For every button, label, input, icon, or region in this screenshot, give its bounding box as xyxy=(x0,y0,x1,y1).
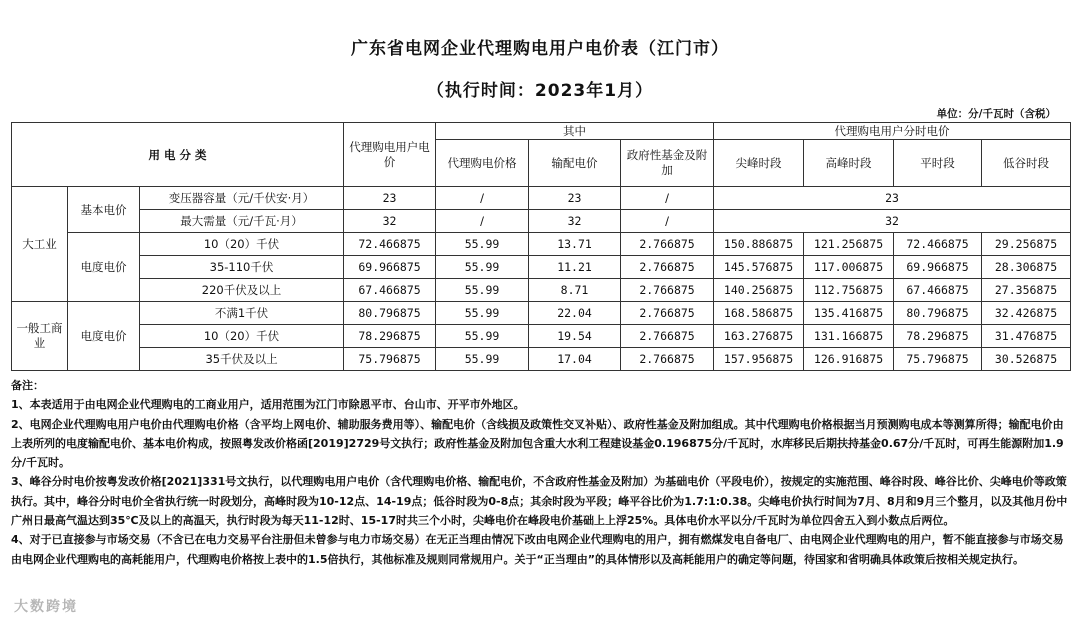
header-category: 用 电 分 类 xyxy=(12,123,344,187)
cell-sharp: 145.576875 xyxy=(714,256,804,279)
row-label: 不满1千伏 xyxy=(140,302,344,325)
note-1: 1、本表适用于由电网企业代理购电的工商业用户，适用范围为江门市除恩平市、台山市、开平市外地区。 xyxy=(11,398,525,412)
header-of-which: 其中 xyxy=(436,123,714,140)
table-row xyxy=(12,210,1071,233)
row-label: 35-110千伏 xyxy=(140,256,344,279)
table-row xyxy=(12,348,1071,371)
cell-flat: 69.966875 xyxy=(894,256,982,279)
row-label: 最大需量（元/千瓦·月） xyxy=(140,210,344,233)
cell-transmission: 19.54 xyxy=(529,325,621,348)
cell-flat: 67.466875 xyxy=(894,279,982,302)
group-general-commercial: 一般工商业 xyxy=(12,302,68,371)
cell-purchase: 55.99 xyxy=(436,233,529,256)
cell-purchase: / xyxy=(436,187,529,210)
cell-tou-merged: 23 xyxy=(714,187,1071,210)
cell-purchase: 55.99 xyxy=(436,325,529,348)
cell-sharp: 150.886875 xyxy=(714,233,804,256)
cell-purchase: 55.99 xyxy=(436,348,529,371)
row-label: 10（20）千伏 xyxy=(140,325,344,348)
cell-valley: 28.306875 xyxy=(982,256,1071,279)
table-row xyxy=(12,187,1071,210)
cell-proxy: 72.466875 xyxy=(344,233,436,256)
cell-purchase: 55.99 xyxy=(436,279,529,302)
notes-section xyxy=(11,376,1069,569)
cell-fund: 2.766875 xyxy=(621,279,714,302)
cell-proxy: 32 xyxy=(344,210,436,233)
table-row xyxy=(12,325,1071,348)
header-purchase-price: 代理购电价格 xyxy=(436,140,529,187)
cell-purchase: 55.99 xyxy=(436,256,529,279)
group-energy-price: 电度电价 xyxy=(68,302,140,371)
cell-sharp: 163.276875 xyxy=(714,325,804,348)
group-basic-price: 基本电价 xyxy=(68,187,140,233)
cell-proxy: 80.796875 xyxy=(344,302,436,325)
cell-fund: / xyxy=(621,187,714,210)
cell-transmission: 13.71 xyxy=(529,233,621,256)
page-title: 广东省电网企业代理购电用户电价表（江门市） xyxy=(351,39,729,59)
note-4: 4、对于已直接参与市场交易（不含已在电力交易平台注册但未曾参与电力市场交易）在无正当理由情况下改由电网企业代理购电的用户，拥有燃煤发电自备电厂、由电网企业代理购电的用户，暂不能直接参与市场交易由电网企业代理购电的高耗能用户，代理购电价格按上表中的1.5倍执行，其他标准及规则同常规用户。关于“正当理由”的具体情形以及高耗能用户的确定等问题，待国家和省明确具体政策后按相关规定执行。 xyxy=(11,533,1064,566)
cell-transmission: 22.04 xyxy=(529,302,621,325)
header-valley: 低谷时段 xyxy=(982,140,1071,187)
cell-valley: 31.476875 xyxy=(982,325,1071,348)
header-tou-group: 代理购电用户分时电价 xyxy=(714,123,1071,140)
unit-label: 单位：分/千瓦时（含税） xyxy=(936,108,1056,120)
note-2: 2、电网企业代理购电用户电价由代理购电价格（含平均上网电价、辅助服务费用等）、输配电价（含线损及政策性交叉补贴）、政府性基金及附加组成。其中代理购电价格根据当月预测购电成本等测算所得；输配电价由上表所列的电度输配电价、基本电价构成，按照粤发改价格函[2019]2729号文执行；政府性基金及附加包含重大水利工程建设基金0.196875分/千瓦时，水库移民后期扶持基金0.67分/千瓦时，可再生能源附加1.9分/千瓦时。 xyxy=(11,417,1064,470)
table-row xyxy=(12,233,1071,256)
cell-sharp: 168.586875 xyxy=(714,302,804,325)
cell-proxy: 78.296875 xyxy=(344,325,436,348)
cell-peak: 117.006875 xyxy=(804,256,894,279)
cell-valley: 29.256875 xyxy=(982,233,1071,256)
cell-fund: 2.766875 xyxy=(621,348,714,371)
row-label: 220千伏及以上 xyxy=(140,279,344,302)
cell-sharp: 157.956875 xyxy=(714,348,804,371)
table-row xyxy=(12,279,1071,302)
cell-valley: 32.426875 xyxy=(982,302,1071,325)
cell-fund: 2.766875 xyxy=(621,233,714,256)
cell-peak: 135.416875 xyxy=(804,302,894,325)
cell-purchase: 55.99 xyxy=(436,302,529,325)
header-flat: 平时段 xyxy=(894,140,982,187)
cell-transmission: 23 xyxy=(529,187,621,210)
cell-proxy: 23 xyxy=(344,187,436,210)
header-peak: 高峰时段 xyxy=(804,140,894,187)
notes-heading: 备注： xyxy=(11,379,44,392)
group-energy-price: 电度电价 xyxy=(68,233,140,302)
cell-sharp: 140.256875 xyxy=(714,279,804,302)
cell-peak: 112.756875 xyxy=(804,279,894,302)
page-subtitle: （执行时间：2023年1月） xyxy=(426,81,654,101)
note-3: 3、峰谷分时电价按粤发改价格[2021]331号文执行，以代理购电用户电价（含代理购电价格、输配电价，不含政府性基金及附加）为基础电价（平段电价），按规定的实施范围、峰谷时段、峰谷比价、尖峰电价等政策执行。其中，峰谷分时电价全省执行统一时段划分，高峰时段为10-12点、14-19点；低谷时段为0-8点；其余时段为平段；峰平谷比价为1.7:1:0.38。尖峰电价执行时间为7月、8月和9月三个整月，以及其他月份中广州日最高气温达到35℃及以上的高温天，执行时段为每天11-12时、15-17时共三个小时，尖峰电价在峰段电价基础上上浮25%。具体电价水平以分/千瓦时为单位四舍五入到小数点后两位。 xyxy=(11,475,1068,528)
cell-fund: 2.766875 xyxy=(621,256,714,279)
cell-flat: 78.296875 xyxy=(894,325,982,348)
row-label: 10（20）千伏 xyxy=(140,233,344,256)
cell-proxy: 75.796875 xyxy=(344,348,436,371)
cell-fund: 2.766875 xyxy=(621,302,714,325)
header-peak-sharp: 尖峰时段 xyxy=(714,140,804,187)
cell-transmission: 17.04 xyxy=(529,348,621,371)
cell-peak: 126.916875 xyxy=(804,348,894,371)
cell-flat: 75.796875 xyxy=(894,348,982,371)
cell-fund: 2.766875 xyxy=(621,325,714,348)
table-row xyxy=(12,302,1071,325)
header-transmission-price: 输配电价 xyxy=(529,140,621,187)
cell-valley: 30.526875 xyxy=(982,348,1071,371)
cell-flat: 72.466875 xyxy=(894,233,982,256)
cell-proxy: 69.966875 xyxy=(344,256,436,279)
cell-peak: 121.256875 xyxy=(804,233,894,256)
cell-transmission: 32 xyxy=(529,210,621,233)
cell-valley: 27.356875 xyxy=(982,279,1071,302)
cell-fund: / xyxy=(621,210,714,233)
cell-flat: 80.796875 xyxy=(894,302,982,325)
cell-purchase: / xyxy=(436,210,529,233)
group-large-industry: 大工业 xyxy=(12,187,68,302)
cell-transmission: 11.21 xyxy=(529,256,621,279)
row-label: 35千伏及以上 xyxy=(140,348,344,371)
price-table xyxy=(11,122,1071,371)
cell-tou-merged: 32 xyxy=(714,210,1071,233)
watermark: 大数跨境 xyxy=(14,599,78,615)
cell-peak: 131.166875 xyxy=(804,325,894,348)
cell-proxy: 67.466875 xyxy=(344,279,436,302)
table-row xyxy=(12,256,1071,279)
row-label: 变压器容量（元/千伏安·月） xyxy=(140,187,344,210)
header-proxy-price: 代理购电用户电价 xyxy=(344,123,436,187)
header-gov-fund: 政府性基金及附加 xyxy=(621,140,714,187)
cell-transmission: 8.71 xyxy=(529,279,621,302)
